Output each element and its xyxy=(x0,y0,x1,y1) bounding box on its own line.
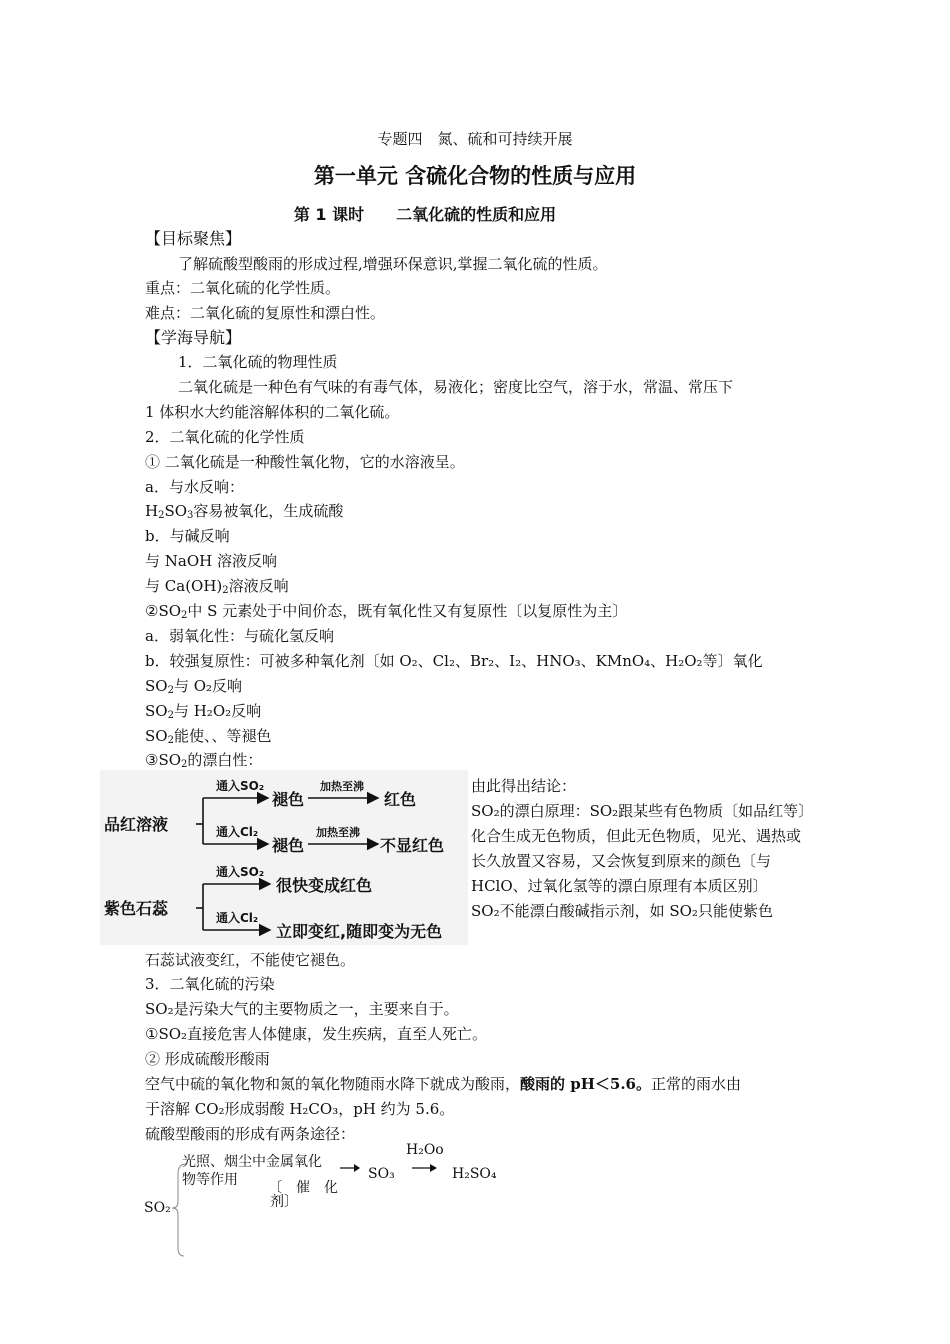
so2-fade-line: $SO_2$能使、、等褪色 xyxy=(145,727,272,746)
label-heat-2: 加热至沸 xyxy=(316,826,360,839)
caoh-pre: 与 Ca(OH) xyxy=(145,577,223,595)
so2-fade-tail: 能使、、等褪色 xyxy=(173,727,272,745)
guide-heading: 【学海导航】 xyxy=(145,328,242,347)
so2-h2o2-tail: 与 H₂O₂反响 xyxy=(173,702,262,720)
goals-text: 了解硫酸型酸雨的形成过程,增强环保意识,掌握二氧化硫的性质。 xyxy=(178,255,608,273)
point-3-tail: 的漂白性： xyxy=(187,751,263,769)
flow-catalyst: 〔 催 化 xyxy=(268,1180,338,1196)
label-pinhong: 品红溶液 xyxy=(104,815,169,834)
lesson-title: 第 1 课时 二氧化硫的性质和应用 xyxy=(293,205,557,224)
section-1-text-a: 二氧化硫是一种色有气味的有毒气体，易液化；密度比空气，溶于水，常温、常压下 xyxy=(178,378,734,396)
flow-arrow-2-head xyxy=(430,1164,437,1172)
section-2-point-2: $②SO_2$中 S 元素处于中间价态，既有氧化性又有复原性〔以复原性为主〕 xyxy=(145,602,628,621)
acid-rain-text-2: 于溶解 CO₂形成弱酸 H₂CO₃，pH 约为 5.6。 xyxy=(145,1100,455,1118)
unit-title: 第一单元 含硫化合物的性质与应用 xyxy=(313,164,637,188)
indicator-note-1: SO₂不能漂白酸碱指示剂，如 SO₂只能使紫色 xyxy=(471,902,773,920)
result-red-then-clear: 立即变红,随即变为无色 xyxy=(276,922,443,941)
conclusion-lead: 由此得出结论： xyxy=(471,777,577,795)
bleach-principle: SO₂的漂白原理：SO₂跟某些有色物质〔如品红等〕化合生成无色物质，但此无色物质，见光、遇热或长久放置又容易，又会恢复到原来的颜色〔与 HClO、过氧化氢等的漂白原理有本质区别〕 xyxy=(471,802,806,895)
bleaching-diagram xyxy=(100,770,468,945)
acid-rain-flow xyxy=(140,1140,540,1260)
acid-text-b: 正常的雨水由 xyxy=(651,1075,742,1093)
label-cl2-b: 通入Cl₂ xyxy=(216,911,259,925)
acid-rain-flow-svg xyxy=(140,1140,540,1260)
flow-so3: SO₃ xyxy=(368,1166,395,1182)
section-2-b: b．与碱反响 xyxy=(145,527,230,545)
label-cl2-a: 通入Cl₂ xyxy=(216,825,259,839)
acid-routes: 硫酸型酸雨的形成有两条途径： xyxy=(145,1125,356,1143)
section-1-text-b: 1 体积水大约能溶解体积的二氧化硫。 xyxy=(145,403,400,421)
topic-heading: 专题四 氮、硫和可持续开展 xyxy=(377,130,573,148)
h2so3-tail: 容易被氧化，生成硫酸 xyxy=(193,502,344,520)
result-fade-1: 褪色 xyxy=(272,790,305,809)
flow-h2o: H₂Oo xyxy=(406,1142,444,1158)
goals-heading: 【目标聚焦】 xyxy=(145,229,242,248)
point-2-tail: 中 S 元素处于中间价态，既有氧化性又有复原性〔以复原性为主〕 xyxy=(187,602,628,620)
naoh-line: 与 NaOH 溶液反响 xyxy=(145,552,277,570)
label-so2-b: 通入SO₂ xyxy=(216,865,265,879)
section-1-title: 1．二氧化硫的物理性质 xyxy=(178,353,338,371)
so2-o2-line: $SO_2$与 O₂反响 xyxy=(145,677,243,696)
so2-h2o2-line: $SO_2$与 H₂O₂反响 xyxy=(145,702,262,721)
result-fade-2: 褪色 xyxy=(272,836,305,855)
so2-harm: ①SO₂直接危害人体健康，发生疾病，直至人死亡。 xyxy=(145,1025,488,1043)
label-so2-a: 通入SO₂ xyxy=(216,779,265,793)
section-2-point-3: $③SO_2$的漂白性： xyxy=(145,751,263,770)
caoh-line: 与 $Ca(OH)_2$溶液反响 xyxy=(145,577,289,596)
result-quick-red: 很快变成红色 xyxy=(276,876,373,895)
indicator-note-2: 石蕊试液变红，不能使它褪色。 xyxy=(145,951,356,969)
label-shirui: 紫色石蕊 xyxy=(104,899,169,918)
flow-arrow-1-head xyxy=(354,1164,360,1172)
flow-catalyst-cut: 剂〕 xyxy=(270,1194,298,1210)
flow-h2so4: H₂SO₄ xyxy=(452,1166,497,1182)
difficulty: 难点：二氧化硫的复原性和漂白性。 xyxy=(145,304,386,322)
acid-rain-text-1 xyxy=(145,1073,741,1095)
label-heat-1: 加热至沸 xyxy=(320,780,364,793)
section-3-title: 3．二氧化硫的污染 xyxy=(145,975,275,993)
section-2-point-1: ① 二氧化硫是一种酸性氧化物，它的水溶液呈。 xyxy=(145,453,465,471)
bleaching-diagram-svg xyxy=(100,770,468,945)
flow-condition-2: 物等作用 xyxy=(182,1172,238,1188)
result-not-red: 不显红色 xyxy=(380,836,445,855)
flow-condition-1: 光照、烟尘中金属氧化 xyxy=(182,1154,322,1170)
flow-so2: SO₂ xyxy=(144,1200,171,1216)
section-2-a: a．与水反响： xyxy=(145,478,244,496)
key-point: 重点：二氧化硫的化学性质。 xyxy=(145,279,341,297)
acid-ph-bold: 酸雨的 pH＜5.6。 xyxy=(520,1075,651,1093)
section-2-title: 2．二氧化硫的化学性质 xyxy=(145,428,305,446)
h2so3-line: $H_2SO_3$容易被氧化，生成硫酸 xyxy=(145,502,344,521)
strong-reduction: b．较强复原性：可被多种氧化剂〔如 O₂、Cl₂、Br₂、I₂、HNO₃、KMnO₄、H₂O₂等〕氧化 xyxy=(145,652,763,670)
caoh-tail: 溶液反响 xyxy=(228,577,289,595)
so2-o2-tail: 与 O₂反响 xyxy=(173,677,243,695)
so2-source: SO₂是污染大气的主要物质之一，主要来自于。 xyxy=(145,1000,459,1018)
conclusion-block xyxy=(471,774,807,924)
acid-text-a: 空气中硫的氧化物和氮的氧化物随雨水降下就成为酸雨， xyxy=(145,1075,521,1093)
acid-rain-title: ② 形成硫酸形酸雨 xyxy=(145,1050,270,1068)
weak-oxidation: a．弱氧化性：与硫化氢反响 xyxy=(145,627,334,645)
result-red: 红色 xyxy=(384,790,417,809)
